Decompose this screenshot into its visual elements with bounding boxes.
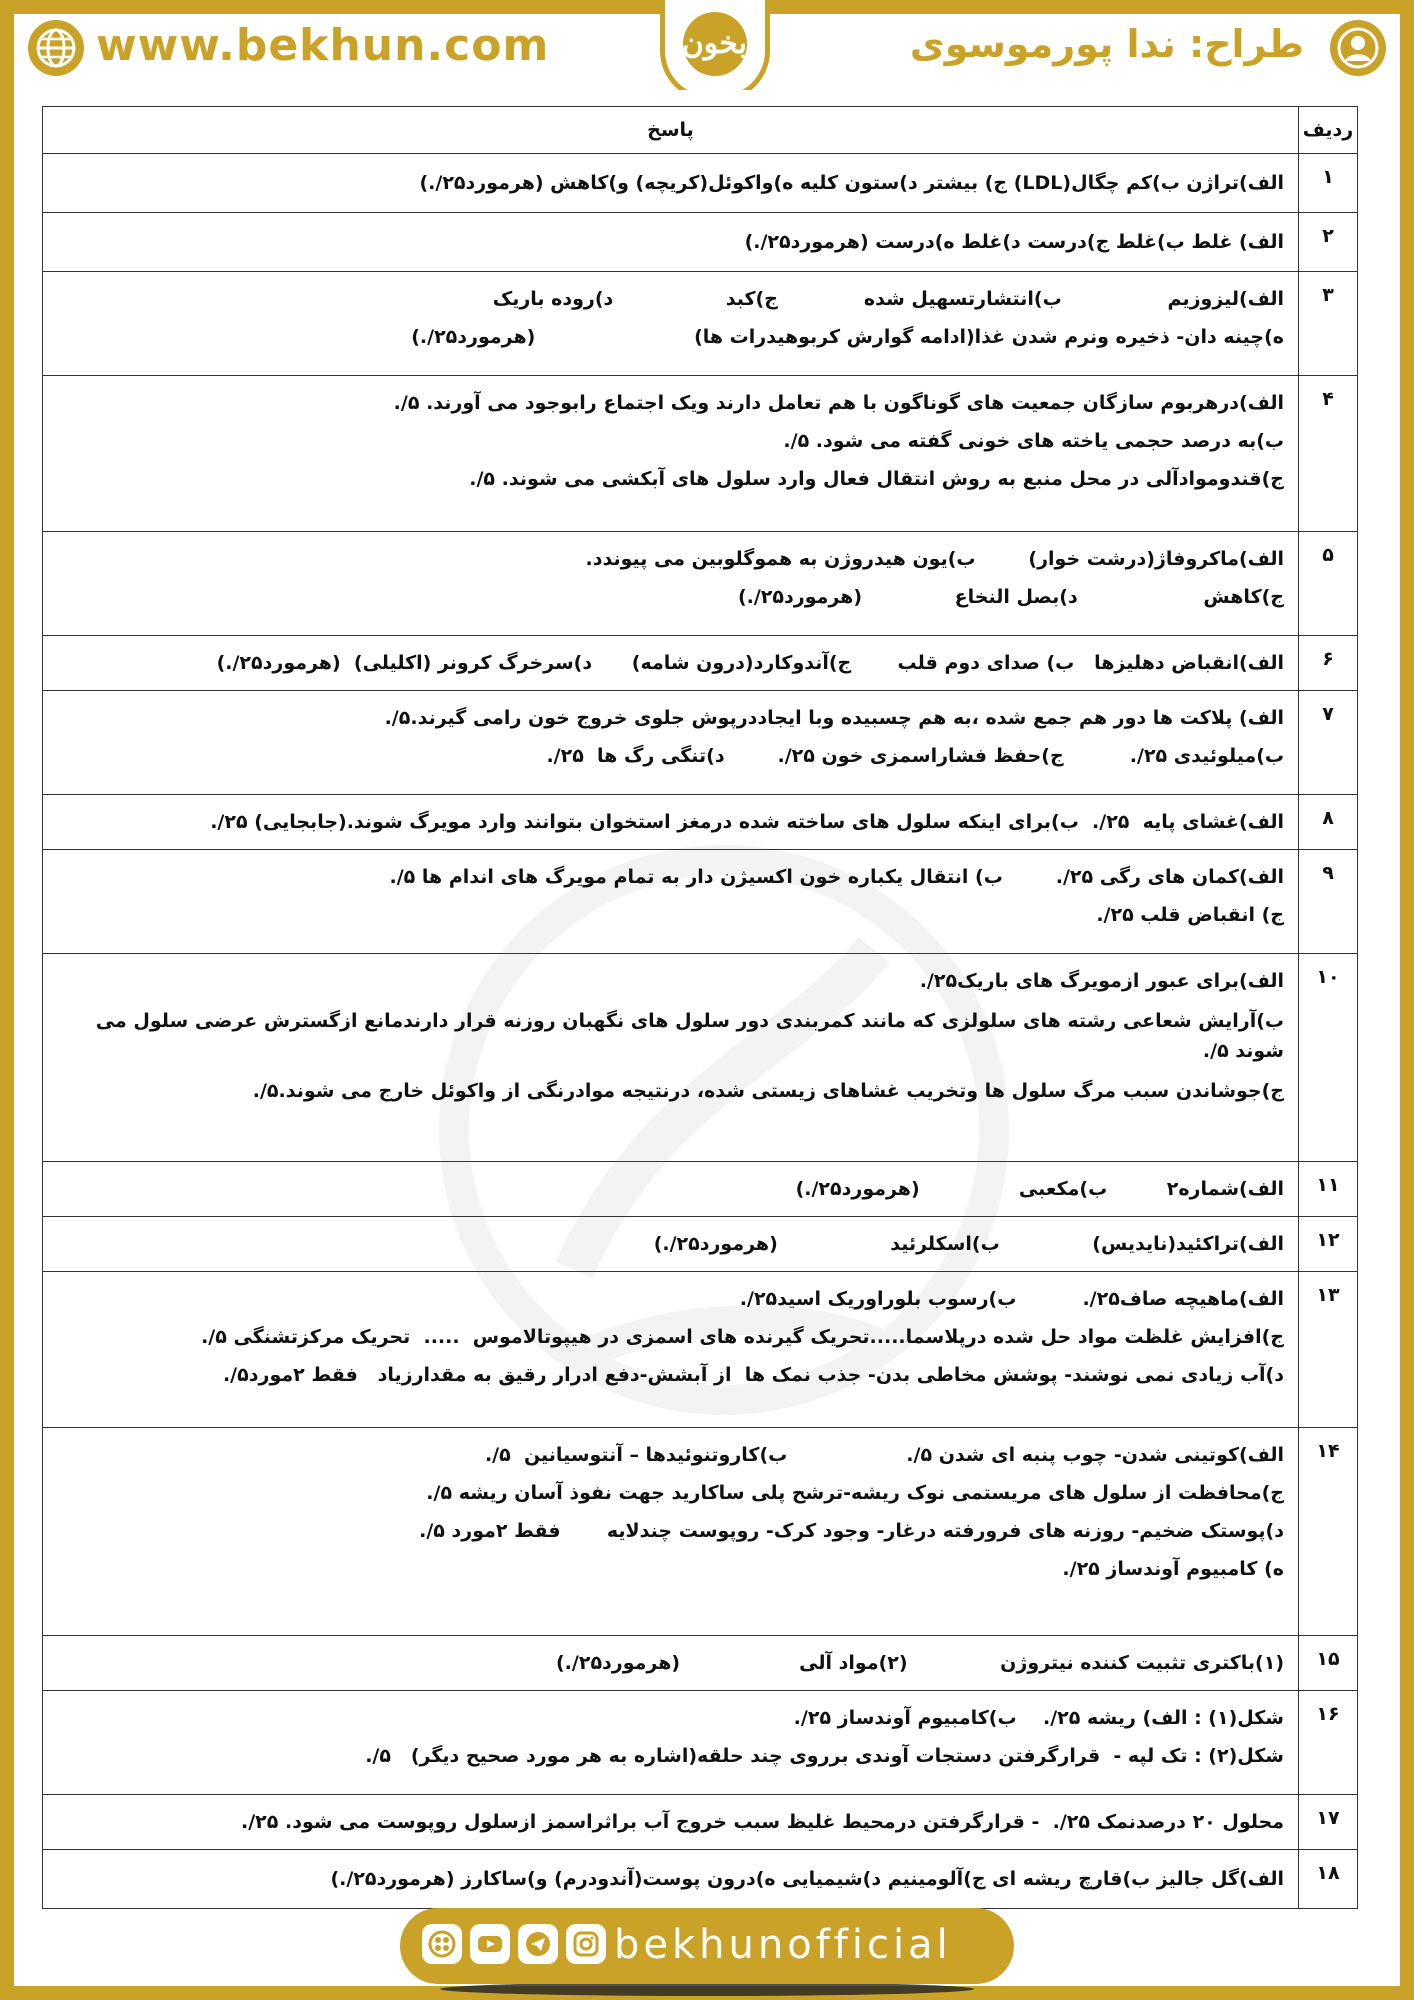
answer-line: د)پوستک ضخیم- روزنه های فرورفته درغار- وجود کرک- روپوست چندلایه فقط ۲مورد ۵/. bbox=[419, 1520, 1284, 1542]
answer-cell bbox=[43, 691, 1299, 795]
answer-line: (۱)باکتری تثبیت کننده نیتروژن (۲)مواد آلی (هرمورد۲۵/.) bbox=[556, 1652, 1284, 1674]
answer-line: ج)جوشاندن سبب مرگ سلول ها وتخریب غشاهای زیستی شده، درنتیجه موادرنگی از واکوئل خارج می شوند.۵/. bbox=[252, 1080, 1284, 1102]
answer-cell bbox=[43, 1795, 1299, 1850]
answer-cell bbox=[43, 154, 1299, 213]
answer-line: الف)شماره۲ ب)مکعبی (هرمورد۲۵/.) bbox=[795, 1178, 1284, 1200]
row-number: ۱۲ bbox=[1299, 1217, 1358, 1272]
row-number: ۸ bbox=[1299, 795, 1358, 850]
answer-line: الف)کوتینی شدن- چوب پنبه ای شدن ۵/. ب)کاروتنوئیدها – آنتوسیانین ۵/. bbox=[484, 1444, 1284, 1466]
answer-line: الف)تراکئید(نایدیس) ب)اسکلرئید (هرمورد۲۵/.) bbox=[653, 1233, 1284, 1255]
answer-cell bbox=[43, 954, 1299, 1162]
answer-line: الف) پلاکت ها دور هم جمع شده ،به هم چسبیده وبا ایجاددرپوش جلوی خروج خون رامی گیرند.۵/. bbox=[384, 707, 1284, 729]
row-number: ۱۶ bbox=[1299, 1691, 1358, 1795]
row-number: ۱۳ bbox=[1299, 1272, 1358, 1428]
table-row bbox=[43, 154, 1358, 213]
table-row bbox=[43, 795, 1358, 850]
row-number: ۱۱ bbox=[1299, 1162, 1358, 1217]
answer-line: الف)گل جالیز ب)قارچ ریشه ای ج)آلومینیم د)شیمیایی ه)درون پوست(آندودرم) و)ساکارز (هرمورد۲۵/.) bbox=[330, 1868, 1284, 1890]
brand-logo bbox=[660, 0, 770, 101]
social-handle[interactable]: bekhunofficial bbox=[614, 1922, 952, 1968]
answer-line: الف) غلط ب)غلط ج)درست د)غلط ه)درست (هرمورد۲۵/.) bbox=[744, 231, 1284, 253]
table-row bbox=[43, 213, 1358, 272]
row-number: ۲ bbox=[1299, 213, 1358, 272]
answer-cell bbox=[43, 1272, 1299, 1428]
answer-line: الف)درهربوم سازگان جمعیت های گوناگون با هم تعامل دارند ویک اجتماع رابوجود می آورند. ۵/. bbox=[393, 392, 1284, 414]
answer-cell bbox=[43, 1162, 1299, 1217]
instagram-icon[interactable] bbox=[566, 1924, 606, 1964]
table-row bbox=[43, 1795, 1358, 1850]
answer-line: ه) کامبیوم آوندساز ۲۵/. bbox=[1062, 1558, 1284, 1580]
answer-line: الف)غشای پایه ۲۵/. ب)برای اینکه سلول های ساخته شده درمغز استخوان بتوانند وارد مویرگ شوند.(جابجایی) ۲۵/. bbox=[210, 811, 1284, 833]
answer-line: الف)برای عبور ازمویرگ های باریک۲۵/. bbox=[919, 970, 1284, 992]
row-number: ۱۷ bbox=[1299, 1795, 1358, 1850]
youtube-icon[interactable] bbox=[470, 1924, 510, 1964]
answer-cell bbox=[43, 376, 1299, 532]
table-row bbox=[43, 272, 1358, 376]
answer-line: ج)قندوموادآلی در محل منبع به روش انتقال فعال وارد سلول های آبکشی می شوند. ۵/. bbox=[469, 468, 1284, 490]
answer-line: ه)چینه دان- ذخیره ونرم شدن غذا(ادامه گوارش کربوهیدرات ها) (هرمورد۲۵/.) bbox=[411, 326, 1284, 348]
website-url[interactable]: www.bekhun.com bbox=[96, 20, 550, 71]
user-icon bbox=[1330, 20, 1386, 76]
table-row bbox=[43, 1428, 1358, 1636]
row-number: ۱۴ bbox=[1299, 1428, 1358, 1636]
table-row bbox=[43, 850, 1358, 954]
answer-line: ب)میلوئیدی ۲۵/. ج)حفظ فشاراسمزی خون ۲۵/. د)تنگی رگ ها ۲۵/. bbox=[546, 745, 1284, 767]
table-row bbox=[43, 1272, 1358, 1428]
answer-line: الف)انقباض دهلیزها ب) صدای دوم قلب ج)آندوکارد(درون شامه) د)سرخرگ کرونر (اکلیلی) (هرمورد۲۵/.) bbox=[216, 652, 1284, 674]
answer-cell bbox=[43, 272, 1299, 376]
row-number: ۱۸ bbox=[1299, 1850, 1358, 1909]
row-number: ۴ bbox=[1299, 376, 1358, 532]
answer-cell bbox=[43, 532, 1299, 636]
answer-line: الف)کمان های رگی ۲۵/. ب) انتقال یکباره خون اکسیژن دار به تمام مویرگ های اندام ها ۵/. bbox=[389, 866, 1284, 888]
designer-credit: طراح: ندا پورموسوی bbox=[909, 22, 1304, 66]
answer-line: ج)افزایش غلظت مواد حل شده درپلاسما.....تحریک گیرنده های اسمزی در هیپوتالاموس ..... تحریک مرکزتشنگی ۵/. bbox=[201, 1326, 1284, 1348]
answer-cell bbox=[43, 1636, 1299, 1691]
aparat-icon[interactable] bbox=[422, 1924, 462, 1964]
table-row bbox=[43, 691, 1358, 795]
footer-shadow bbox=[440, 1982, 974, 1996]
answer-line: محلول ۲۰ درصدنمک ۲۵/. - قرارگرفتن درمحیط غلیظ سبب خروج آب براثراسمز ازسلول روپوست می شود. ۲۵/. bbox=[241, 1811, 1284, 1833]
logo-text: بخون bbox=[683, 12, 747, 76]
answer-line: شکل(۱) : الف) ریشه ۲۵/. ب)کامبیوم آوندساز ۲۵/. bbox=[793, 1707, 1284, 1729]
answer-cell bbox=[43, 1691, 1299, 1795]
header-bar bbox=[0, 0, 1414, 90]
answer-cell bbox=[43, 850, 1299, 954]
answer-line: شکل(۲) : تک لپه - قرارگرفتن دستجات آوندی برروی چند حلقه(اشاره به هر مورد صحیح دیگر) ۵/. bbox=[365, 1745, 1284, 1767]
answer-line: ج)کاهش د)بصل النخاع (هرمورد۲۵/.) bbox=[737, 586, 1284, 608]
answer-cell bbox=[43, 795, 1299, 850]
telegram-icon[interactable] bbox=[518, 1924, 558, 1964]
table-row bbox=[43, 1162, 1358, 1217]
answer-line: ب)به درصد حجمی یاخته های خونی گفته می شود. ۵/. bbox=[783, 430, 1284, 452]
row-number: ۵ bbox=[1299, 532, 1358, 636]
table-row bbox=[43, 1217, 1358, 1272]
globe-icon bbox=[28, 20, 84, 76]
answer-cell bbox=[43, 636, 1299, 691]
header-row-number: ردیف bbox=[1299, 107, 1358, 154]
table-row bbox=[43, 1850, 1358, 1909]
table-row bbox=[43, 954, 1358, 1162]
answer-cell bbox=[43, 1217, 1299, 1272]
row-number: ۹ bbox=[1299, 850, 1358, 954]
answer-cell bbox=[43, 213, 1299, 272]
table-row bbox=[43, 1636, 1358, 1691]
answer-line: د)آب زیادی نمی نوشند- پوشش مخاطی بدن- جذب نمک ها از آبشش-دفع ادرار رقیق به مقدارزیاد فقط ۲مورد۵/. bbox=[222, 1364, 1284, 1386]
answer-line: الف)تراژن ب)کم چگال(LDL) ج) بیشتر د)ستون کلیه ه)واکوئل(کریچه) و)کاهش (هرمورد۲۵/.) bbox=[419, 172, 1284, 194]
answer-line: ج) انقباض قلب ۲۵/. bbox=[1096, 904, 1284, 926]
answer-line: ج)محافظت از سلول های مریستمی نوک ریشه-ترشح پلی ساکارید جهت نفوذ آسان ریشه ۵/. bbox=[426, 1482, 1284, 1504]
row-number: ۱۰ bbox=[1299, 954, 1358, 1162]
answer-line: الف)ماکروفاژ(درشت خوار) ب)یون هیدروژن به هموگلوبین می پیوندد. bbox=[585, 548, 1284, 570]
header-answer: پاسخ bbox=[43, 107, 1299, 154]
row-number: ۱۵ bbox=[1299, 1636, 1358, 1691]
table-header-row bbox=[43, 107, 1358, 154]
answer-cell bbox=[43, 1850, 1299, 1909]
footer-social-bar bbox=[400, 1908, 1014, 1984]
table-row bbox=[43, 636, 1358, 691]
row-number: ۱ bbox=[1299, 154, 1358, 213]
answer-line: ب)آرایش شعاعی رشته های سلولزی که مانند کمربندی دور سلول های نگهبان روزنه قرار دارندمانع ازگسترش عرضی سلول می شوند ۵/. bbox=[95, 1010, 1284, 1062]
row-number: ۷ bbox=[1299, 691, 1358, 795]
table-row bbox=[43, 532, 1358, 636]
answer-line: الف)لیزوزیم ب)انتشارتسهیل شده ج)کبد د)روده باریک bbox=[492, 288, 1284, 310]
row-number: ۶ bbox=[1299, 636, 1358, 691]
answer-line: الف)ماهیچه صاف۲۵/. ب)رسوب بلوراوریک اسید۲۵/. bbox=[739, 1288, 1284, 1310]
table-row bbox=[43, 376, 1358, 532]
answer-cell bbox=[43, 1428, 1299, 1636]
row-number: ۳ bbox=[1299, 272, 1358, 376]
answer-table bbox=[42, 106, 1358, 1909]
table-row bbox=[43, 1691, 1358, 1795]
